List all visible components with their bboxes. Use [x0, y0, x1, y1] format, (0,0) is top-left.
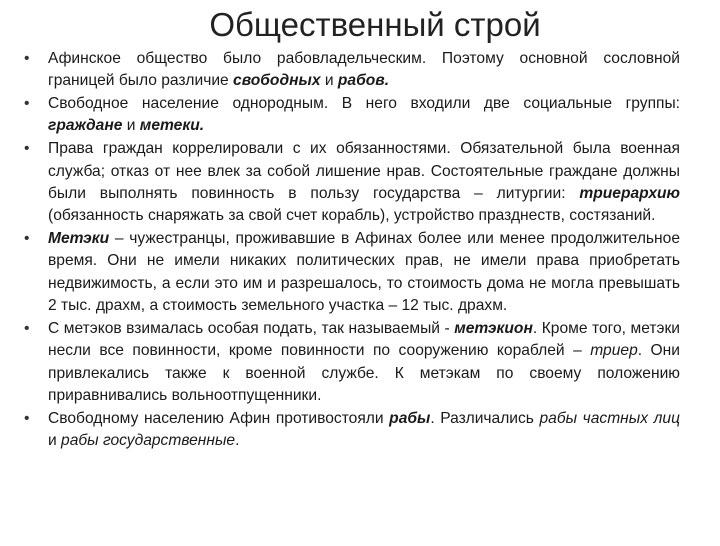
- slide-title: Общественный строй: [209, 6, 541, 43]
- emphasis-text: рабы: [389, 409, 431, 427]
- bullet-text: . Кроме того, метэки несли все повинности, кроме повинности по сооружению кораблей –: [48, 319, 680, 360]
- emphasis-text: метеки.: [139, 117, 205, 135]
- bullet-text: Афинское общество было рабовладельческим. Поэтому основной сословной границей было различие: [48, 50, 680, 90]
- bullet-item: [48, 318, 680, 407]
- bullet-text: . Различались: [430, 409, 540, 427]
- bullet-text: С метэков взималась особая подать, так называемый -: [48, 319, 455, 337]
- bullet-text: и: [122, 117, 140, 135]
- bullet-text: Права граждан коррелировали с их обязанностями. Обязательной была военная служба; отказ от нее влек за собой лишение нрав. Состоятельные граждане должны были выполнять повинность в пользу государства – литургии:: [48, 140, 680, 202]
- bullet-item: [48, 138, 680, 227]
- bullet-text: Свободному населению Афин противостояли: [48, 409, 390, 427]
- bullet-text: .: [235, 432, 240, 450]
- emphasis-text: метэкион: [454, 319, 533, 337]
- bullet-text: и: [320, 72, 338, 90]
- bullet-text: . Они привлекались также к военной службе. К метэкам по своему положению приравнивались вольноотпущенники.: [48, 342, 680, 404]
- emphasis-text: граждане: [48, 117, 123, 135]
- emphasis-text: рабы государственные: [61, 432, 236, 450]
- bullet-item: [48, 93, 680, 138]
- bullet-text: – чужестранцы, проживавшие в Афинах более или менее продолжительное время. Они не имели никаких политических прав, не имели права приобретать недвижимость, а если это им и разрешалось, то стоимость дома не могла превышать 2 тыс. драхм, а стоимость земельного участка – 12 тыс. драхм.: [48, 230, 680, 315]
- emphasis-text: триер: [590, 342, 638, 360]
- bullet-text: и: [48, 432, 62, 450]
- bullet-list: [0, 48, 720, 452]
- bullet-item: [48, 408, 680, 453]
- emphasis-text: рабы частных лиц: [539, 409, 680, 427]
- bullet-text: (обязанность снаряжать за свой счет корабль), устройство празднеств, состязаний.: [48, 207, 656, 225]
- slide: [0, 6, 720, 546]
- bullet-item: [48, 228, 680, 317]
- emphasis-text: Метэки: [48, 230, 110, 248]
- bullet-text: Свободное население однородным. В него входили две социальные группы:: [48, 95, 680, 113]
- emphasis-text: рабов.: [337, 72, 390, 90]
- emphasis-text: свободных: [233, 72, 321, 90]
- emphasis-text: триерархию: [579, 184, 680, 202]
- bullet-item: [48, 48, 680, 93]
